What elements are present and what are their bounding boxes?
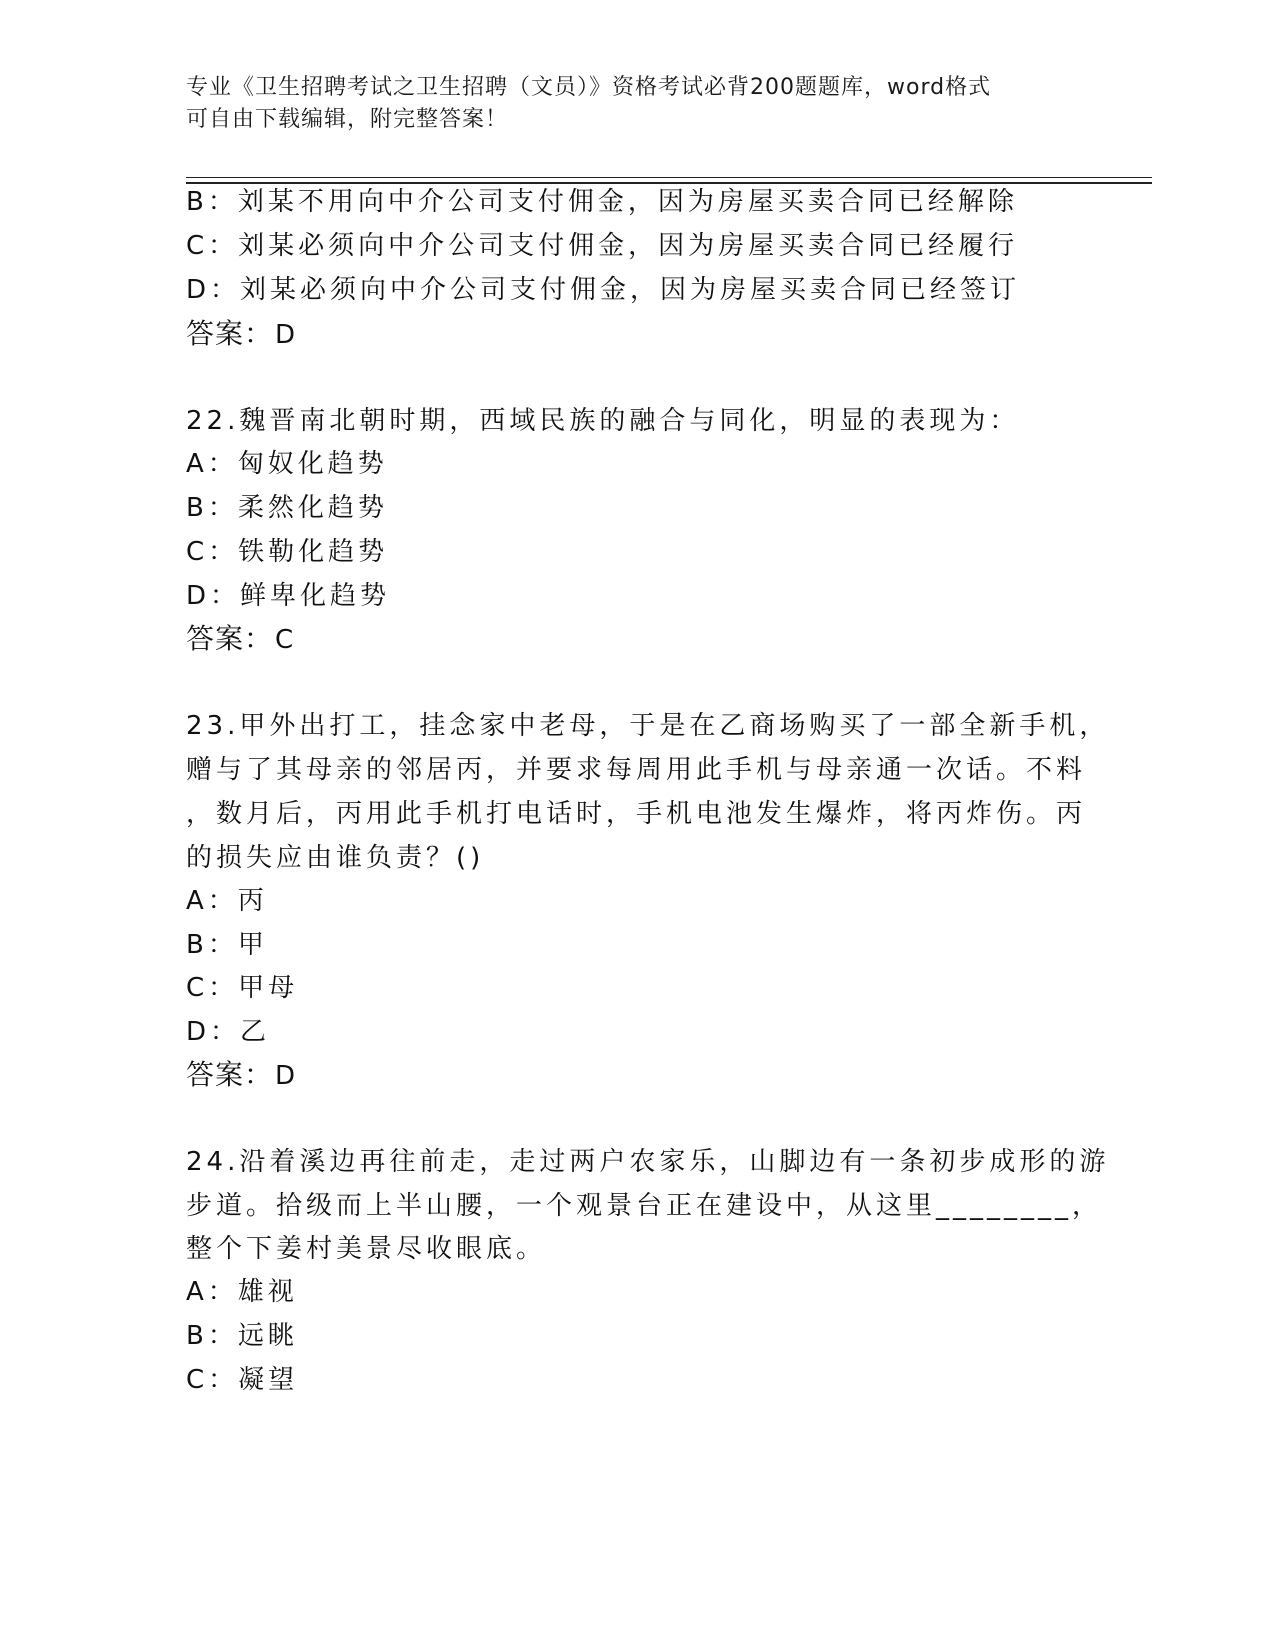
q23-stem-line-4: 的损失应由谁负责？() <box>186 843 485 873</box>
q23-stem-line-3: ，数月后，丙用此手机打电话时，手机电池发生爆炸，将丙炸伤。丙 <box>186 799 1087 829</box>
q22-option-c: C：铁勒化趋势 <box>186 537 389 567</box>
q24-stem-line-3: 整个下姜村美景尽收眼底。 <box>186 1234 547 1264</box>
q23-option-d: D：乙 <box>186 1017 271 1047</box>
answer-label: 答案： <box>186 622 274 655</box>
header-line-1: 专业《卫生招聘考试之卫生招聘（文员）》资格考试必背200题题库，word格式 <box>186 75 992 100</box>
q23-option-c: C：甲母 <box>186 973 299 1003</box>
q23-option-b: B：甲 <box>186 930 268 960</box>
answer-value: C <box>275 625 295 655</box>
q24-option-c: C：凝望 <box>186 1365 299 1395</box>
q22-answer <box>186 623 294 656</box>
answer-label: 答案： <box>186 1058 274 1091</box>
q21-option-b: B：刘某不用向中介公司支付佣金，因为房屋买卖合同已经解除 <box>186 187 1018 217</box>
q22-option-a: A：匈奴化趋势 <box>186 449 388 479</box>
q21-answer <box>186 318 296 351</box>
q22-option-d: D：鲜卑化趋势 <box>186 581 391 611</box>
q23-stem-line-2: 赠与了其母亲的邻居丙，并要求每周用此手机与母亲通一次话。不料 <box>186 755 1087 785</box>
q23-answer <box>186 1059 296 1092</box>
document-header <box>186 72 1066 136</box>
header-divider-thin <box>186 177 1152 178</box>
q24-stem-line-1: 24.沿着溪边再往前走，走过两户农家乐，山脚边有一条初步成形的游 <box>186 1147 1110 1177</box>
q24-option-b: B：远眺 <box>186 1321 298 1351</box>
q21-option-d: D：刘某必须向中介公司支付佣金，因为房屋买卖合同已经签订 <box>186 275 1021 305</box>
answer-label: 答案： <box>186 317 274 350</box>
q21-option-c: C：刘某必须向中介公司支付佣金，因为房屋买卖合同已经履行 <box>186 231 1019 261</box>
header-line-2: 可自由下载编辑，附完整答案！ <box>186 107 509 132</box>
q22-stem: 22.魏晋南北朝时期，西域民族的融合与同化，明显的表现为： <box>186 406 1020 436</box>
answer-value: D <box>275 1061 297 1091</box>
q22-option-b: B：柔然化趋势 <box>186 493 388 523</box>
q24-stem-line-2: 步道。拾级而上半山腰，一个观景台正在建设中，从这里________， <box>186 1191 1103 1221</box>
header-divider-thick <box>186 182 1152 184</box>
q23-option-a: A：丙 <box>186 886 268 916</box>
q23-stem-line-1: 23.甲外出打工，挂念家中老母，于是在乙商场购买了一部全新手机， <box>186 711 1110 741</box>
answer-value: D <box>275 320 297 350</box>
q24-option-a: A：雄视 <box>186 1277 298 1307</box>
